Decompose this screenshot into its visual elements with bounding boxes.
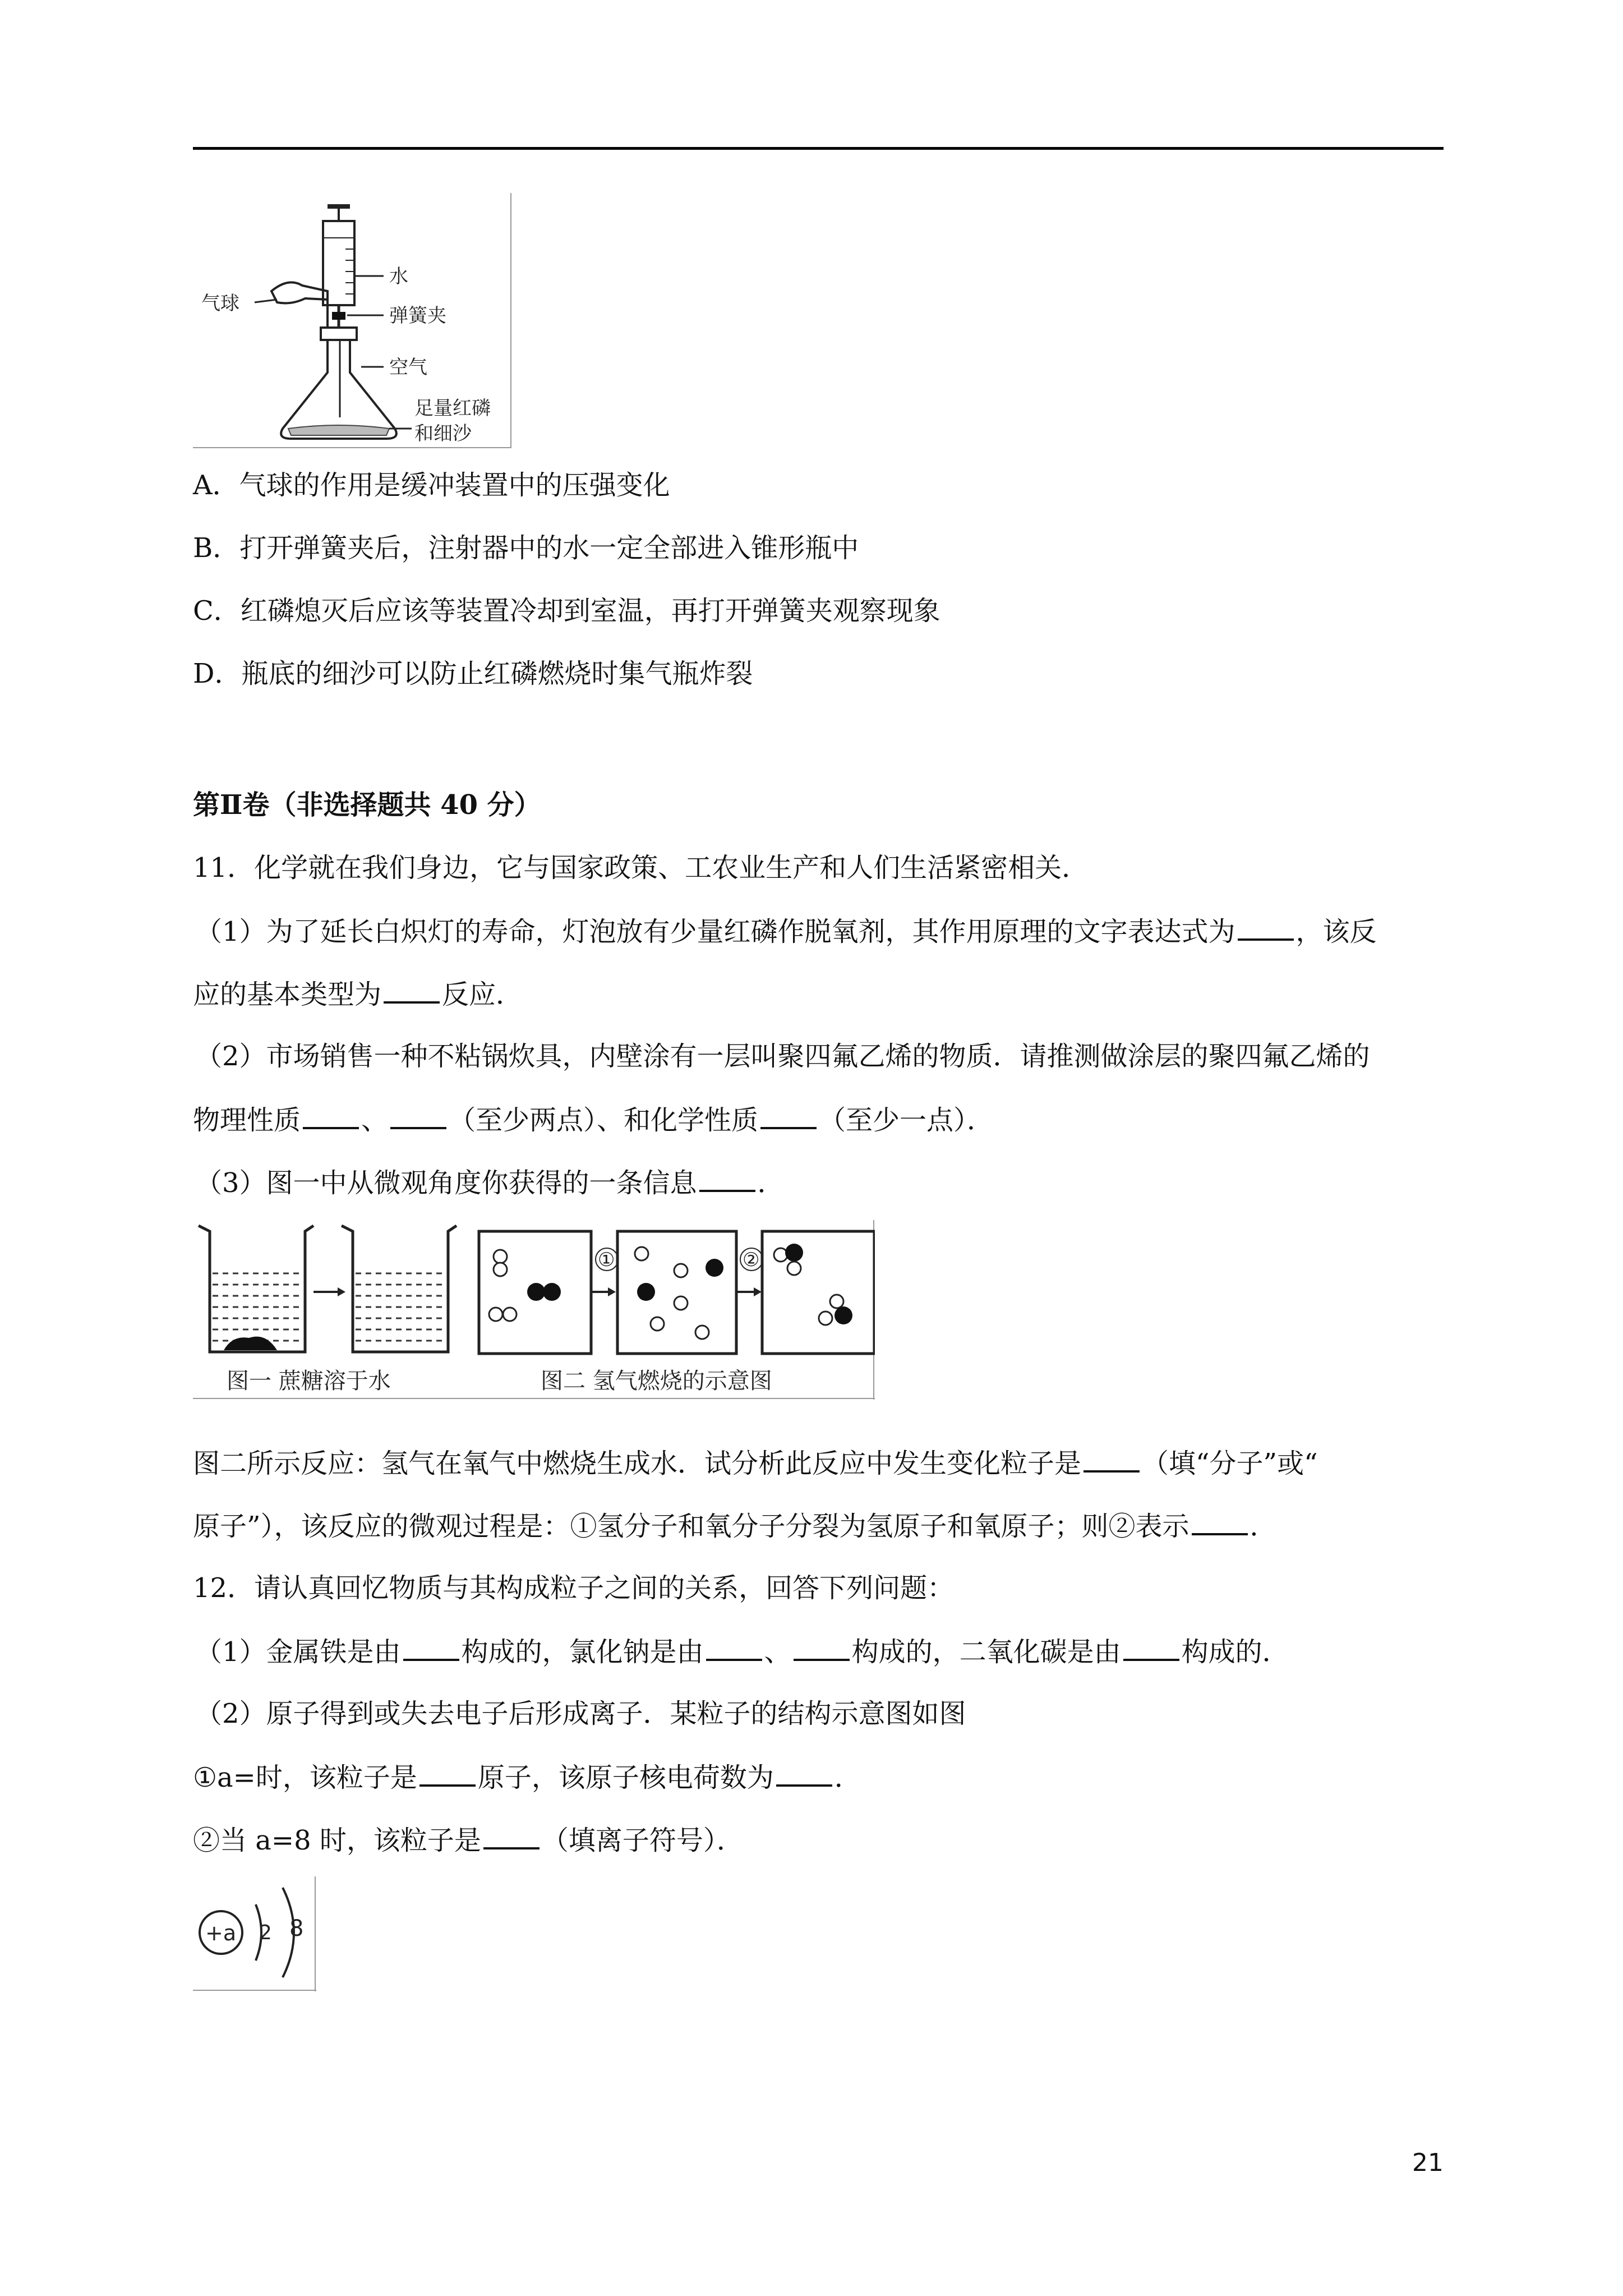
beaker-after-icon: [342, 1226, 457, 1352]
option-b: B．打开弹簧夹后，注射器中的水一定全部进入锥形瓶中: [193, 532, 859, 564]
step1-label: ①: [598, 1249, 615, 1271]
q11-part4-line2: 原子”），该反应的微观过程是：①氢分子和氧分子分裂为氢原子和氧原子；则②表示 ．: [193, 1508, 1277, 1543]
q11-stem: 11．化学就在我们身边，它与国家政策、工农业生产和人们生活紧密相关．: [193, 852, 1089, 884]
q11-part4-line1: 图二所示反应：氢气在氧气中燃烧生成水．试分析此反应中发生变化粒子是 （填“分子”或“: [193, 1446, 1318, 1480]
answer-blank: [776, 1760, 832, 1787]
step2-label: ②: [743, 1249, 760, 1271]
answer-blank: [419, 1760, 476, 1787]
q12-part4: ②当 a=8 时，该粒子是 （填离子符号）．: [193, 1823, 744, 1857]
answer-blank: [760, 1102, 817, 1129]
answer-blank: [384, 977, 440, 1004]
label-balloon: 气球: [201, 292, 239, 315]
option-d: D．瓶底的细沙可以防止红磷燃烧时集气瓶炸裂: [193, 658, 753, 689]
q12-part3: ①a=时，该粒子是 原子，该原子核电荷数为 ．: [193, 1760, 861, 1795]
beaker-before-icon: [199, 1226, 313, 1352]
q11-part1-line1: （1）为了延长白炽灯的寿命，灯泡放有少量红磷作脱氧剂，其作用原理的文字表达式为 ，该反: [195, 914, 1377, 949]
answer-blank: [1083, 1446, 1140, 1473]
q11-part2-line2: 物理性质 、 （至少两点）、和化学性质 （至少一点）．: [193, 1102, 994, 1137]
atom-structure-figure: [193, 1876, 316, 1991]
answer-blank: [1123, 1634, 1179, 1661]
q11-part2-line1: （2）市场销售一种不粘锅炊具，内壁涂有一层叫聚四氟乙烯的物质．请推测做涂层的聚四氟乙烯的: [195, 1041, 1370, 1072]
label-phosphorus-1: 足量红磷: [414, 397, 491, 420]
answer-blank: [483, 1823, 540, 1849]
apparatus-figure: [193, 193, 511, 448]
answer-blank: [303, 1102, 359, 1129]
syringe-plunger-icon: [328, 204, 350, 209]
q12-stem: 12．请认真回忆物质与其构成粒子之间的关系，回答下列问题：: [193, 1572, 955, 1604]
flask-icon: [281, 340, 396, 439]
answer-blank: [1192, 1508, 1248, 1535]
label-phosphorus-2: 和细沙: [414, 422, 472, 445]
answer-blank: [403, 1634, 459, 1661]
shell-1-electrons: 2: [259, 1921, 272, 1944]
answer-blank: [706, 1634, 762, 1661]
page-number: 21: [1412, 2148, 1444, 2177]
answer-blank: [390, 1102, 446, 1129]
caption-figure-one: 图一 蔗糖溶于水: [227, 1368, 391, 1394]
shell-2-electrons: 8: [289, 1916, 304, 1941]
option-a: A．气球的作用是缓冲装置中的压强变化: [193, 470, 670, 501]
q11-part1-line2: 应的基本类型为 反应．: [193, 977, 523, 1011]
q12-part2: （2）原子得到或失去电子后形成离子．某粒子的结构示意图如图: [195, 1698, 966, 1729]
option-c: C．红磷熄灭后应该等装置冷却到室温，再打开弹簧夹观察现象: [193, 595, 940, 627]
balloon-icon: [271, 282, 328, 303]
section-title: 第Ⅱ卷（非选择题共 40 分）: [193, 789, 541, 821]
q12-part1: （1）金属铁是由 构成的，氯化钠是由 、 构成的，二氧化碳是由 构成的．: [195, 1634, 1289, 1669]
nucleus-charge: +a: [205, 1921, 237, 1945]
answer-blank: [699, 1165, 755, 1192]
microscopic-figure: [193, 1220, 875, 1400]
label-water: 水: [389, 265, 408, 288]
answer-blank: [794, 1634, 850, 1661]
label-air: 空气: [389, 356, 427, 379]
header-rule: [193, 147, 1444, 150]
q11-part3: （3）图一中从微观角度你获得的一条信息 ．: [195, 1165, 785, 1200]
caption-figure-two: 图二 氢气燃烧的示意图: [541, 1368, 772, 1394]
answer-blank: [1238, 914, 1294, 941]
clamp-icon: [332, 312, 345, 320]
label-clamp: 弹簧夹: [389, 305, 446, 327]
